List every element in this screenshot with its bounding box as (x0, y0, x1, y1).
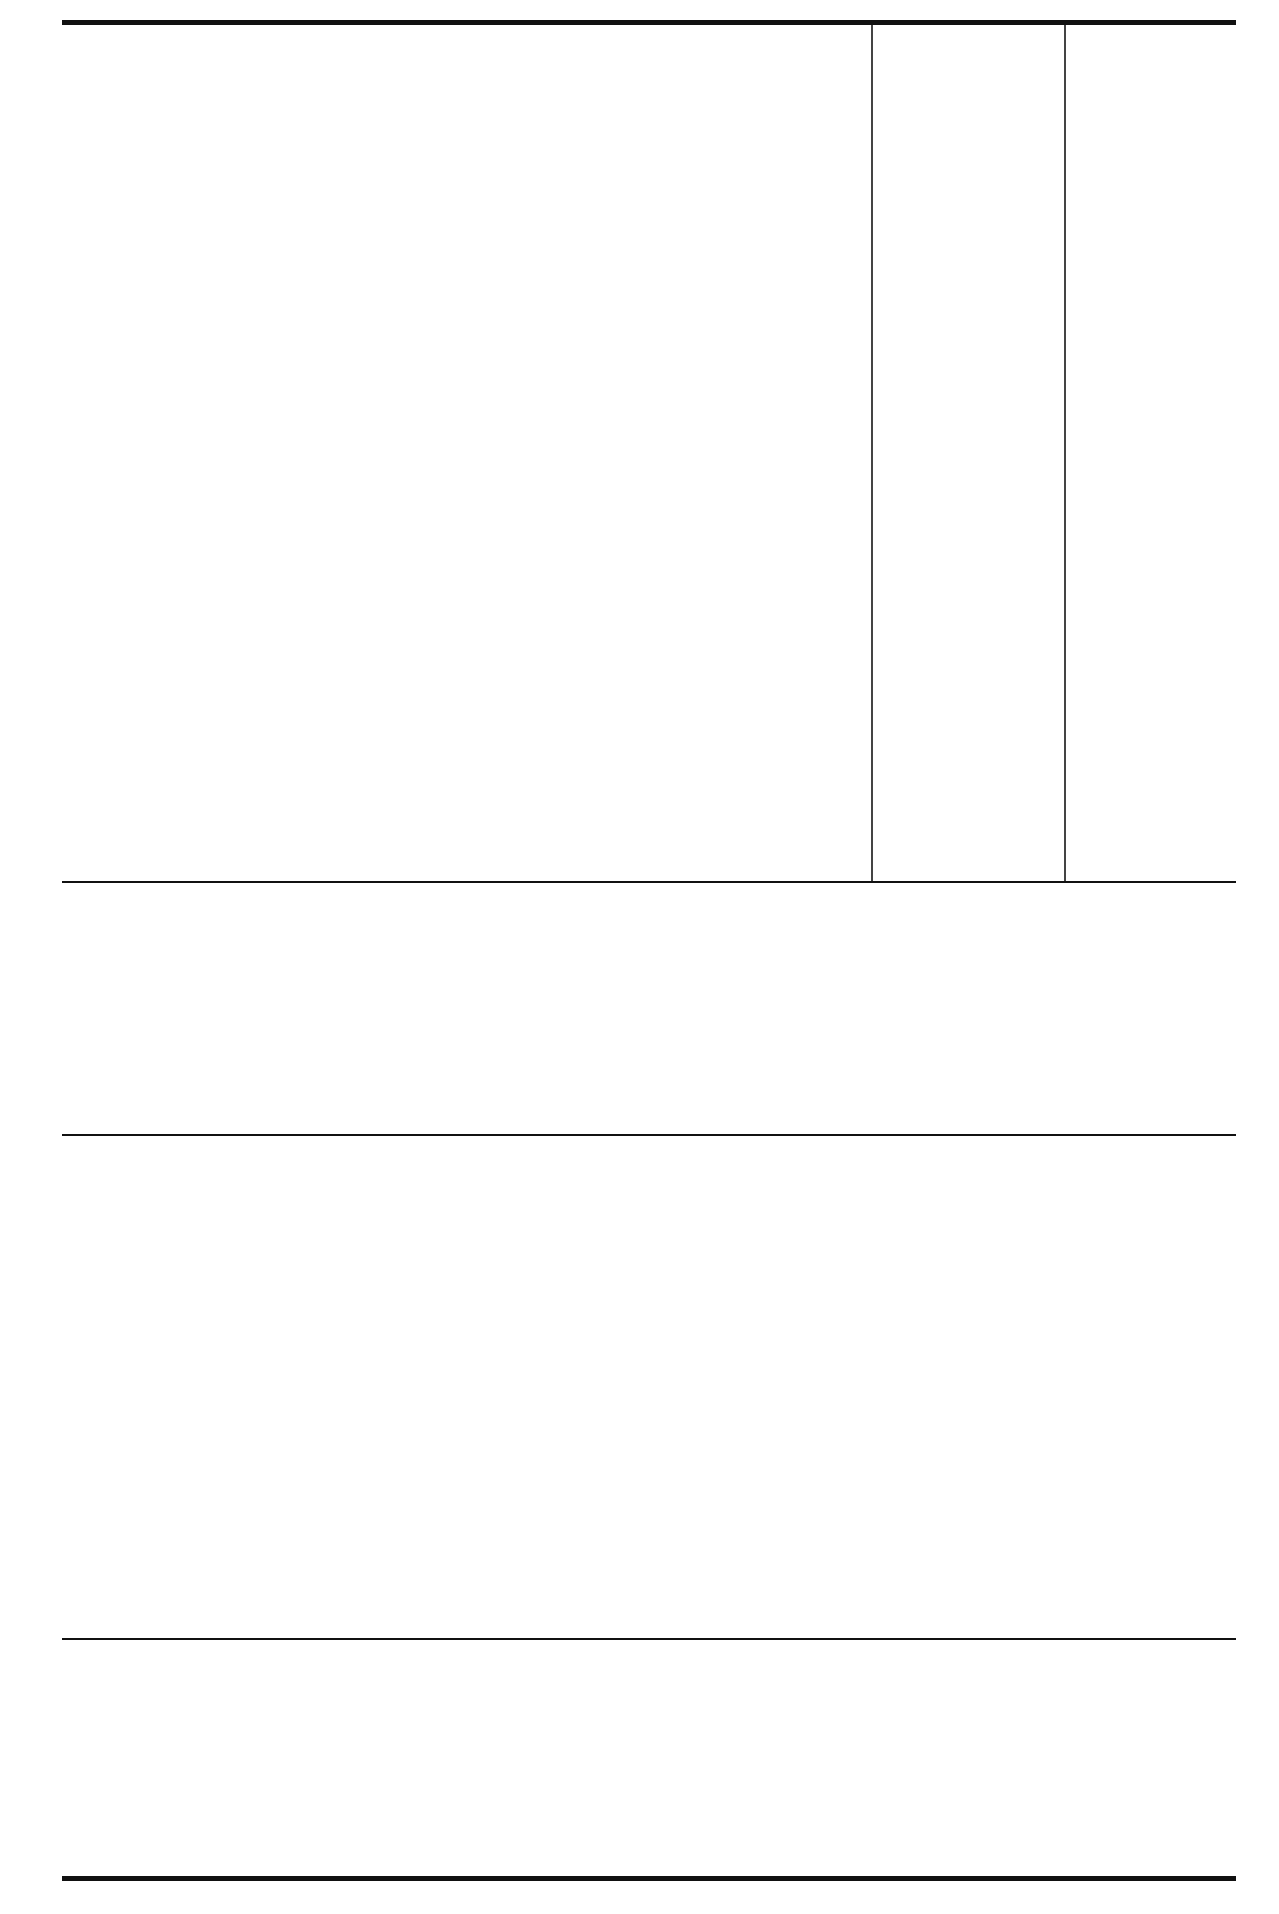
top-right-cell (873, 25, 1064, 881)
middle-cell-a (62, 883, 1236, 1133)
top-second-cell (555, 25, 871, 881)
bottom-rule (62, 1876, 1236, 1881)
middle-cell-b (62, 1136, 1236, 1636)
divider-1 (1064, 25, 1066, 881)
bottom-cell (62, 1640, 1236, 1875)
top-third-cell (62, 25, 552, 881)
